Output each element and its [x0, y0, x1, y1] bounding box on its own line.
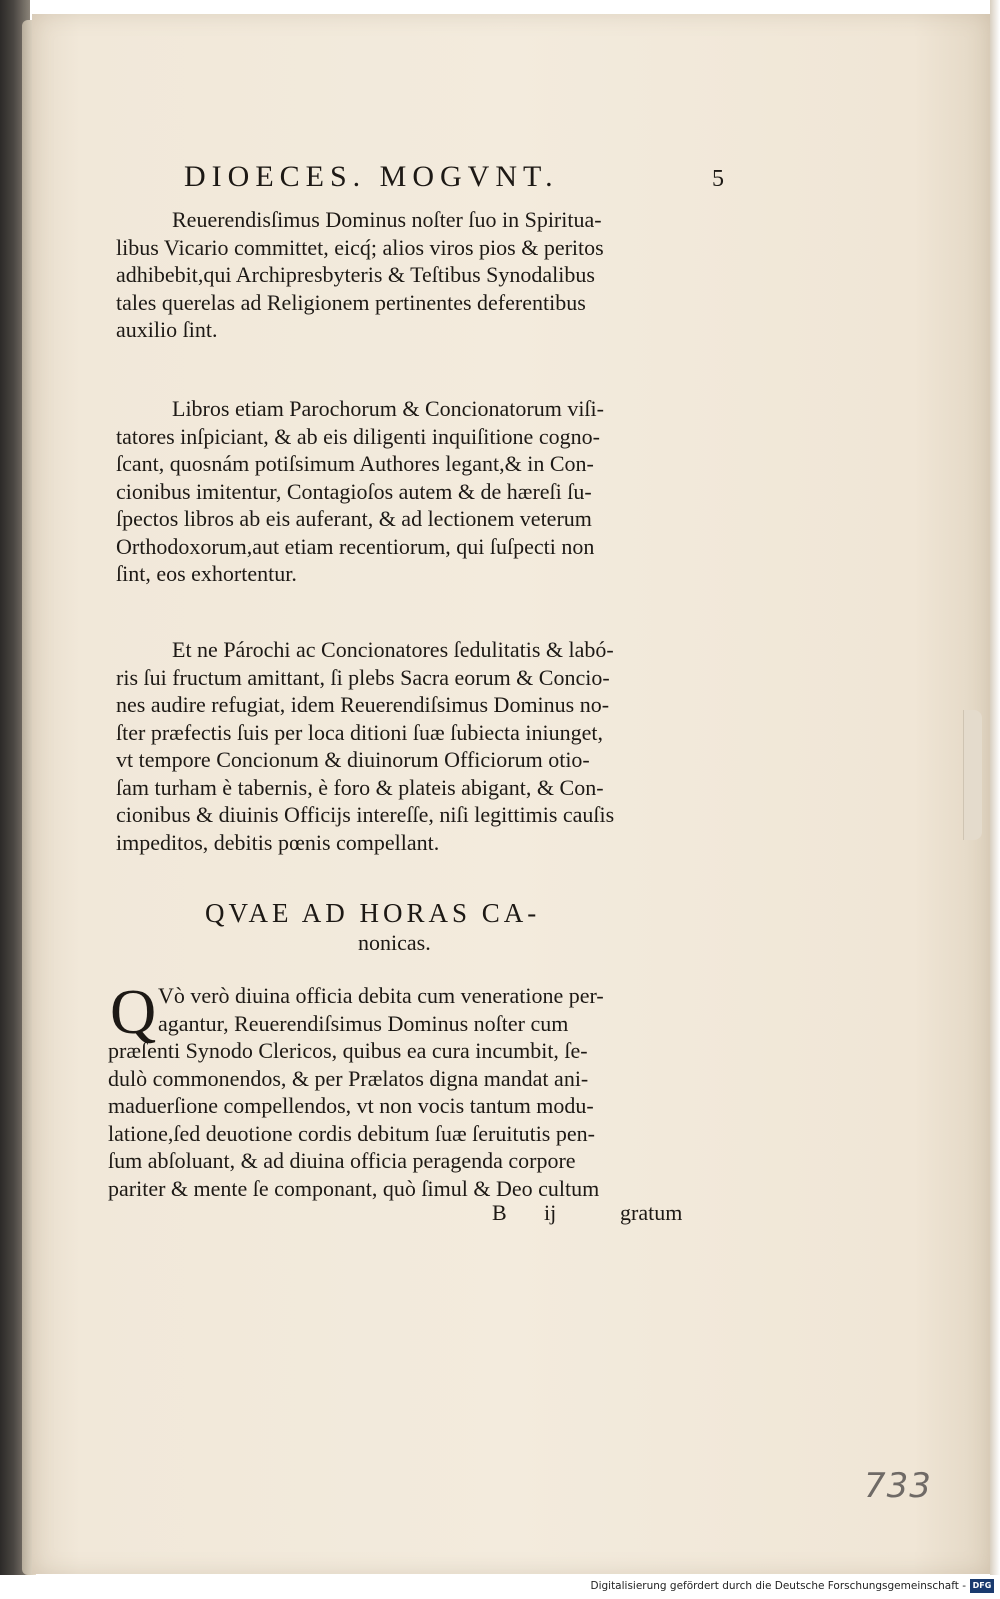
catchword: gratum	[620, 1200, 683, 1225]
text-line: ſcant, quosnám potiſsimum Authores legant,& in Con-	[116, 451, 594, 476]
dfg-logo: DFG	[970, 1579, 994, 1593]
signature-letter: B	[492, 1200, 507, 1225]
text-line: tales querelas ad Religionem pertinentes deferentibus	[116, 289, 586, 315]
text-line: ſpectos libros ab eis auferant, & ad lectionem veterum	[116, 506, 592, 531]
text-line: ſam turham è tabernis, è foro & plateis abigant, & Con-	[116, 774, 604, 800]
text-line: nes audire refugiat, idem Reuerendiſsimus Dominus no-	[116, 692, 610, 717]
text-line: ſum abſoluant, & ad diuina officia peragenda corpore	[108, 1148, 576, 1173]
drop-cap: Q	[110, 976, 157, 1047]
text-line: cionibus imitentur, Contagioſos autem & de hæreſi ſu-	[116, 478, 592, 504]
section-title-line-2: nonicas.	[358, 930, 431, 955]
text-line: vt tempore Concionum & diuinorum Officiorum otio-	[116, 747, 590, 772]
text-line: agantur, Reuerendiſsimus Dominus noſter cum	[158, 1010, 569, 1036]
paragraph-1	[116, 206, 716, 344]
page-number: 5	[712, 166, 724, 192]
handwritten-shelfmark: 733	[864, 1466, 932, 1506]
running-title: DIOECES. MOGVNT.	[184, 160, 559, 193]
text-line: ſter præfectis ſuis per loca ditioni ſuæ ſubiecta iniunget,	[116, 719, 603, 745]
running-header	[184, 160, 724, 194]
text-line: ris ſui fructum amittant, ſi plebs Sacra eorum & Concio-	[116, 664, 610, 690]
text-line: Et ne Párochi ac Concionatores ſedulitatis & labó-	[172, 637, 614, 662]
text-line: Vò verò diuina officia debita cum veneratione per-	[158, 983, 604, 1008]
signature-number: ij	[544, 1200, 557, 1225]
text-line: adhibebit,qui Archipresbyteris & Teſtibus Synodalibus	[116, 262, 595, 287]
text-line: pariter & mente ſe componant, quò ſimul & Deo cultum	[108, 1175, 600, 1201]
paragraph-3	[116, 636, 716, 856]
text-line: latione,ſed deuotione cordis debitum ſuæ ſeruitutis pen-	[108, 1120, 595, 1146]
text-line: impeditos, debitis pœnis compellant.	[116, 829, 440, 855]
page-tab	[963, 710, 982, 840]
text-line: dulò commonendos, & per Prælatos digna mandat ani-	[108, 1065, 589, 1091]
text-line: maduerſione compellendos, vt non vocis tantum modu-	[108, 1093, 594, 1118]
footer-bar	[0, 1576, 1000, 1599]
text-line: libus Vicario committet, eicq́; alios viros pios & peritos	[116, 234, 604, 260]
text-line: tatores inſpiciant, & ab eis diligenti inquiſitione cogno-	[116, 423, 600, 449]
text-line: Orthodoxorum,aut etiam recentiorum, qui ſuſpecti non	[116, 533, 595, 559]
text-line: ſint, eos exhortentur.	[116, 561, 297, 586]
text-line: auxilio ſint.	[116, 317, 218, 342]
text-line: præſenti Synodo Clericos, quibus ea cura incumbit, ſe-	[108, 1038, 588, 1063]
paragraph-4	[108, 976, 718, 1202]
section-title-line-1: QVAE AD HORAS CA-	[205, 898, 541, 928]
right-margin	[990, 0, 1000, 1575]
text-line: Libros etiam Parochorum & Concionatorum viſi-	[172, 396, 604, 421]
text-line: cionibus & diuinis Officijs intereſſe, niſi legittimis cauſis	[116, 802, 615, 827]
text-line: Reuerendisſimus Dominus noſter ſuo in Spiritua-	[172, 207, 602, 232]
paragraph-2	[116, 395, 716, 588]
funding-credit: Digitalisierung gefördert durch die Deutsche Forschungsgemeinschaft -	[590, 1580, 966, 1592]
